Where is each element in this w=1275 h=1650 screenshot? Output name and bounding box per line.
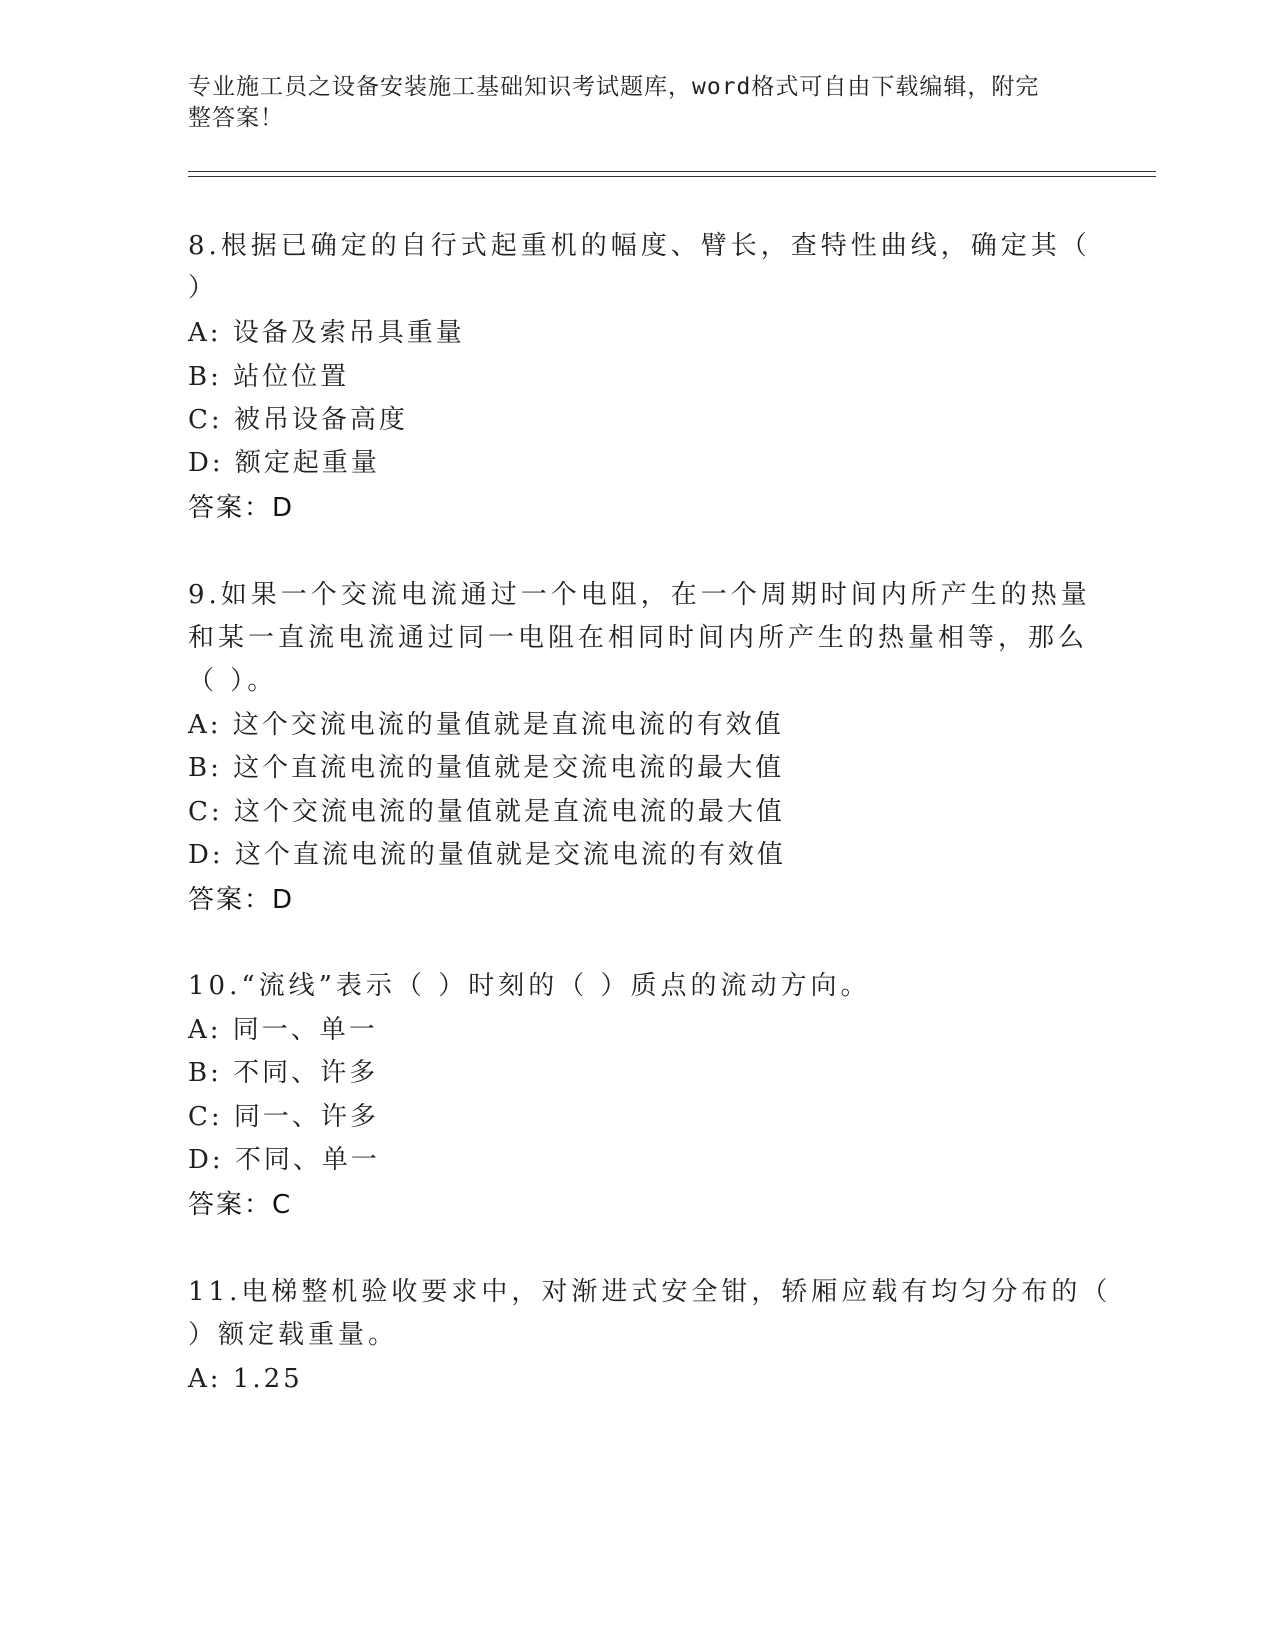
question-9-stem-line-2: 和某一直流电流通过同一电阻在相同时间内所产生的热量相等，那么 [188, 623, 1089, 653]
question-10-option-d: D: 不同、单一 [188, 1145, 380, 1175]
header-line-2: 整答案！ [188, 105, 284, 131]
question-8-option-b: B: 站位位置 [188, 362, 350, 392]
question-9-stem-line-1: 9.如果一个交流电流通过一个电阻，在一个周期时间内所产生的热量 [188, 580, 1091, 610]
question-9-option-d: D: 这个直流电流的量值就是交流电流的有效值 [188, 840, 786, 870]
question-8-answer: 答案：D [188, 493, 295, 523]
document-header [188, 72, 1078, 134]
question-10-answer: 答案：C [188, 1190, 293, 1220]
question-8-option-c: C: 被吊设备高度 [188, 405, 408, 435]
question-10-option-c: C: 同一、许多 [188, 1102, 379, 1132]
question-9-stem-line-3: （ ）。 [188, 666, 278, 696]
question-8-stem-line-2: ） [188, 273, 219, 303]
question-9-option-b: B: 这个直流电流的量值就是交流电流的最大值 [188, 753, 785, 783]
question-8-option-a: A: 设备及索吊具重量 [188, 318, 465, 348]
header-rule-top [188, 171, 1156, 172]
question-8-stem-line-1: 8.根据已确定的自行式起重机的幅度、臂长，查特性曲线，确定其（ [188, 231, 1091, 261]
question-11-stem-line-2: ）额定载重量。 [188, 1320, 399, 1350]
question-9-option-c: C: 这个交流电流的量值就是直流电流的最大值 [188, 797, 785, 827]
question-10-option-a: A: 同一、单一 [188, 1015, 378, 1045]
question-9-option-a: A: 这个交流电流的量值就是直流电流的有效值 [188, 710, 784, 740]
question-9-answer: 答案：D [188, 885, 295, 915]
question-10-option-b: B: 不同、许多 [188, 1058, 379, 1088]
question-10-stem-line-1: 10.“流线”表示（ ）时刻的（ ）质点的流动方向。 [188, 971, 871, 1001]
question-11-stem-line-1: 11.电梯整机验收要求中，对渐进式安全钳，轿厢应载有均匀分布的（ [188, 1277, 1112, 1307]
header-rule-bottom [188, 176, 1156, 177]
question-11-option-a: A: 1.25 [188, 1364, 303, 1394]
header-line-1: 专业施工员之设备安装施工基础知识考试题库，word格式可自由下载编辑，附完 [188, 74, 1040, 100]
question-8-option-d: D: 额定起重量 [188, 448, 380, 478]
